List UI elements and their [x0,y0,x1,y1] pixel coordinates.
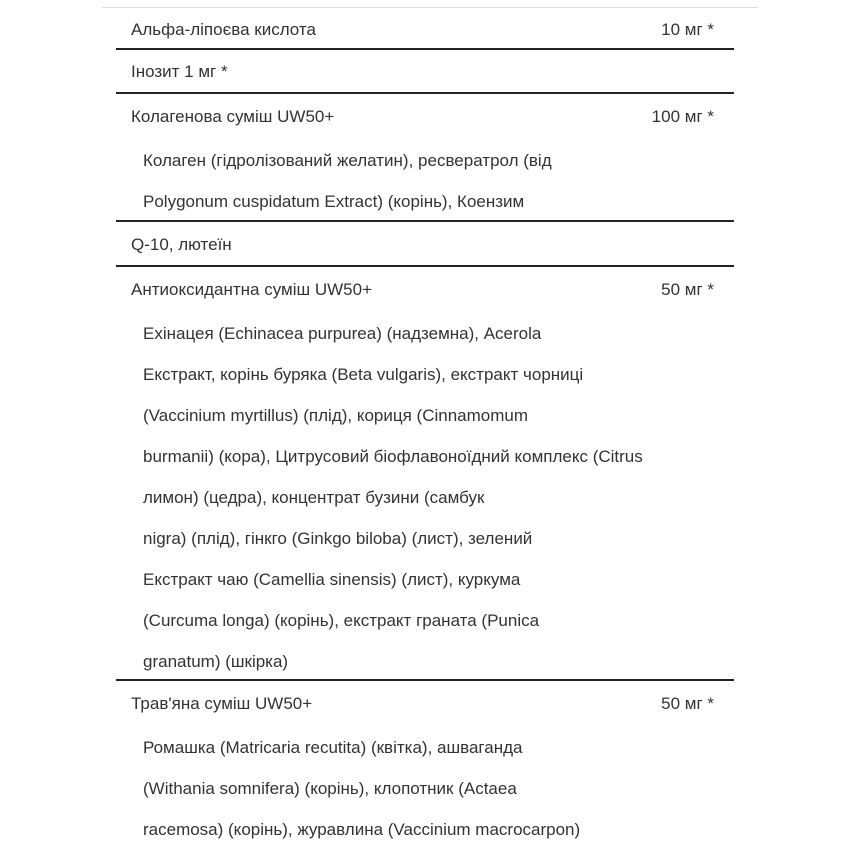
ingredient-detail-line: granatum) (шкірка) [143,652,289,671]
ingredient-name: Альфа-ліпоєва кислота [131,19,316,39]
ingredient-amount: 10 мг * [661,19,714,39]
ingredient-detail-line: burmanii) (кора), Цитрусовий біофлавоноїдний комплекс (Citrus [143,447,643,466]
ingredient-detail-line: Екстракт, корінь буряка (Beta vulgaris), екстракт чорниці [143,365,584,384]
top-divider [102,7,758,8]
table-row-herbal-blend [116,681,734,851]
table-row-collagen-blend [116,94,734,222]
row-header [116,267,734,313]
ingredient-detail-line: nigra) (плід), гінкго (Ginkgo biloba) (лист), зелений [143,529,533,548]
ingredient-detail-line: Колаген (гідролізований желатин), ресвератрол (від [143,151,552,170]
ingredient-name: Колагенова суміш UW50+ [131,107,335,126]
table-row-q10-lutein [116,222,734,267]
table-row-antioxidant-blend [116,267,734,681]
supplement-facts-table [116,9,734,851]
ingredient-detail-line: (Vaccinium myrtillus) (плід), кориця (Cinnamomum [143,406,529,425]
ingredient-detail-line: (Curcuma longa) (корінь), екстракт граната (Punica [143,611,540,630]
row-header [116,50,734,94]
row-header [116,222,734,267]
table-row-inositol [116,50,734,94]
ingredient-detail-line: Ромашка (Matricaria recutita) (квітка), ашваганда [143,738,523,757]
row-header [116,681,734,727]
ingredient-detail-line: Polygonum cuspidatum Extract) (корінь), Коензим [143,192,525,211]
ingredient-detail-line: Ехінацея (Echinacea purpurea) (надземна), Acerola [143,324,542,343]
ingredient-name: Q-10, лютеїн [131,234,232,254]
ingredient-name: Антиоксидантна суміш UW50+ [131,280,372,299]
ingredient-detail-line: лимон) (цедра), концентрат бузини (самбук [143,488,485,507]
row-header [116,94,734,140]
ingredient-amount: 50 мг * [661,694,714,713]
ingredient-detail-line: (Withania somnifera) (корінь), клопотник (Actaea [143,779,517,798]
ingredient-amount: 100 мг * [651,107,714,126]
ingredient-amount: 50 мг * [661,280,714,299]
ingredient-name: Трав'яна суміш UW50+ [131,694,313,713]
table-row-alpha-lipoic-acid [116,9,734,50]
row-header [116,9,734,50]
ingredient-detail-line: racemosa) (корінь), журавлина (Vaccinium macrocarpon) [143,820,581,839]
ingredient-name: Інозит 1 мг * [131,62,228,81]
ingredient-detail-line: Екстракт чаю (Camellia sinensis) (лист), куркума [143,570,521,589]
